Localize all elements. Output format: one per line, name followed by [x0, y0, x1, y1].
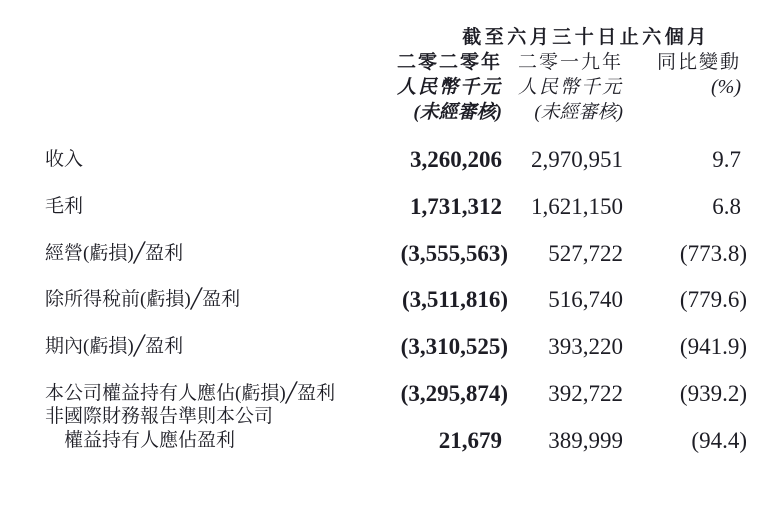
row-label [45, 148, 395, 171]
table-row [0, 172, 780, 219]
table-row [0, 265, 780, 312]
value-yoy-change: 6.8 [712, 193, 741, 219]
spacer-cell [45, 75, 395, 100]
value-yoy-change: (941.9) [679, 334, 747, 360]
row-label-line1: 本公司權益持有人應佔(虧損)╱盈利 [45, 382, 336, 404]
value-2020: (3,295,874) [400, 380, 508, 406]
col-header-2020-year: 二零二零年 [396, 52, 502, 73]
value-2020: (3,511,816) [401, 287, 508, 313]
value-2019: 389,999 [548, 427, 623, 453]
value-2020: 1,731,312 [410, 193, 502, 219]
row-label-line1: 除所得稅前(虧損)╱盈利 [45, 289, 241, 311]
value-2020: (3,310,525) [400, 334, 508, 360]
row-label [45, 382, 395, 405]
row-label [45, 195, 395, 218]
row-label-line1: 收入 [45, 149, 84, 171]
value-yoy-change: 9.7 [712, 147, 741, 173]
value-2020: 21,679 [438, 427, 502, 453]
table-row [0, 312, 780, 359]
value-2019: 1,621,150 [531, 193, 623, 219]
row-label [45, 335, 395, 358]
value-yoy-change: (773.8) [679, 240, 747, 266]
col-header-2020-unaudited: (未經審核) [413, 102, 502, 123]
table-header-audit-row [0, 100, 780, 125]
table-row [0, 218, 780, 265]
col-header-2020-unit: 人民幣千元 [396, 77, 502, 98]
spacer-cell [45, 26, 395, 50]
col-header-2019-year: 二零一九年 [517, 52, 623, 73]
col-header-yoy-change: 同比變動 [656, 52, 741, 73]
row-label-line1: 毛利 [45, 195, 84, 217]
row-label [45, 288, 395, 311]
value-2019: 516,740 [548, 287, 623, 313]
table-row [0, 358, 780, 405]
spacer-cell [45, 100, 395, 125]
table-row [0, 125, 780, 172]
row-label-line1: 經營(虧損)╱盈利 [45, 242, 184, 264]
col-header-2019-unaudited: (未經審核) [534, 102, 623, 123]
row-label-line1: 期內(虧損)╱盈利 [45, 336, 184, 358]
value-2019: 392,722 [548, 380, 623, 406]
row-label [45, 242, 395, 265]
value-2020: 3,260,206 [410, 147, 502, 173]
table-header-units-row [0, 75, 780, 100]
value-2019: 393,220 [548, 334, 623, 360]
table-header-period-row [0, 26, 780, 50]
row-label-line1: 非國際財務報告準則本公司 [45, 406, 274, 428]
table-row [0, 405, 780, 452]
period-header: 截至六月三十日止六個月 [462, 27, 710, 48]
value-2019: 2,970,951 [531, 147, 623, 173]
value-yoy-change: (779.6) [679, 287, 747, 313]
col-header-yoy-percent-sign: (%) [711, 76, 741, 98]
row-label-line2: 權益持有人應佔盈利 [64, 429, 236, 451]
table-header-years-row [0, 50, 780, 75]
col-header-2019-unit: 人民幣千元 [517, 77, 623, 98]
value-2020: (3,555,563) [400, 240, 508, 266]
value-2019: 527,722 [548, 240, 623, 266]
spacer-cell [45, 50, 395, 75]
row-label [45, 405, 395, 452]
value-yoy-change: (94.4) [691, 427, 747, 453]
table-body [0, 125, 780, 452]
value-yoy-change: (939.2) [679, 380, 747, 406]
col-header-empty-cell [623, 100, 741, 125]
